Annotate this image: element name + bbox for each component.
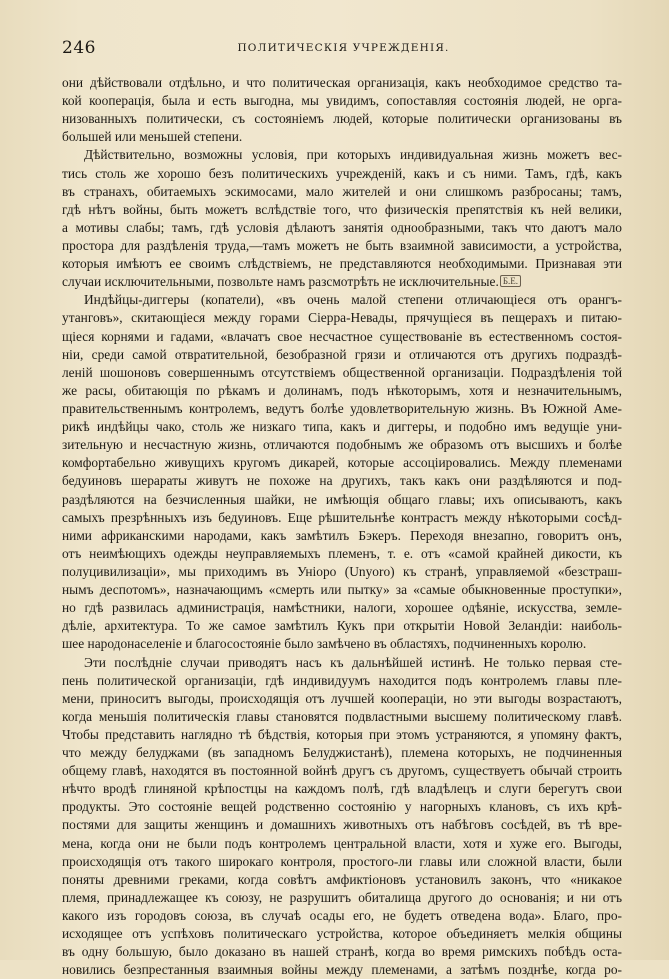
text-line-content: дѣліе, архитектура. То же самое замѣтилъ Кукъ при открытіи Новой Зеландіи: наиболь-	[62, 618, 622, 634]
text-line-content: въ одну большую, было доказано въ нашей странѣ, когда во время римскихъ побѣдъ оста-	[62, 944, 622, 960]
text-line	[62, 563, 622, 581]
text-line-content: правительственнымъ контролемъ, ведутъ болѣе удовлетворительную жизнь. Въ Южной Аме-	[62, 400, 622, 416]
text-line	[62, 418, 622, 436]
text-line	[62, 183, 622, 201]
text-line	[62, 907, 622, 925]
text-line-content: общему главѣ, находятся въ постоянной войнѣ другъ съ другомъ, существуетъ обычай строить	[62, 763, 622, 779]
text-line-content: бедуиновъ шерараты живутъ не похоже на другихъ, такъ какъ они раздѣляются и под-	[62, 473, 622, 489]
text-line-content: леній шошоновъ совершеннымъ отсутствіемъ общественной организаціи. Подраздѣленія той	[62, 364, 622, 380]
text-line	[62, 889, 622, 907]
text-line	[62, 581, 622, 599]
text-line-content: Эти послѣдніе случаи приводятъ насъ къ дальнѣйшей истинѣ. Не только первая сте-	[84, 654, 622, 670]
text-line	[62, 382, 622, 400]
text-line	[62, 454, 622, 472]
text-line	[62, 599, 622, 617]
text-line-content: Дѣйствительно, возможны условія, при которыхъ индивидуальная жизнь можетъ вес-	[84, 147, 622, 163]
page-number: 246	[62, 38, 96, 58]
text-line-content: но гдѣ развилась администрація, намѣстники, налоги, хорошее одѣяніе, искусства, земле-	[62, 600, 622, 616]
body-text	[62, 74, 622, 979]
text-line-content: когда меньшія политическія главы становятся подвластными высшему политическому главѣ.	[62, 708, 622, 724]
text-line	[62, 128, 622, 146]
text-line-content: продукты. Это состояніе вещей родственно состоянію у нагорныхъ клановъ, съ ихъ крѣ-	[62, 799, 622, 815]
text-line-content: исходящее отъ успѣховъ политическаго устройства, которое объединяетъ мелкія общины	[62, 926, 622, 942]
text-line	[62, 726, 622, 744]
text-line-content: они дѣйствовали отдѣльно, и что политическая организація, какъ необходимое средство та-	[62, 75, 622, 90]
text-line-content: Индѣйцы-диггеры (копатели), «въ очень малой степени отличающіеся отъ орангъ-	[84, 292, 622, 308]
text-line	[62, 527, 622, 545]
text-line-content: какого изъ городовъ союза, въ случаѣ осады его, не будетъ отведена вода». Благо, про-	[62, 908, 622, 924]
text-line	[62, 925, 622, 943]
text-line	[62, 835, 622, 853]
text-line	[62, 871, 622, 889]
text-line	[62, 273, 622, 291]
text-line-content: нѣчто вродѣ глиняной крѣпостцы на каждомъ полѣ, гдѣ владѣлецъ и слуги берегутъ свои	[62, 781, 622, 797]
text-line	[62, 961, 622, 979]
text-line	[62, 146, 622, 164]
text-line	[62, 309, 622, 327]
text-line-content: тись столь же хорошо безъ политическихъ учрежденій, какъ и съ ними. Тамъ, гдѣ, какъ	[62, 165, 622, 181]
text-line	[62, 853, 622, 871]
text-line-content: полуцивилизаціи», мы приходимъ въ Уніоро (Unyoro) къ странѣ, управляемой «безстраш-	[62, 563, 622, 579]
text-line-content: раздѣляются на безчисленныя шайки, не имѣющія общаго главы; ихъ описываютъ, какъ	[62, 491, 622, 507]
text-line-content: постями для защиты женщинъ и домашнихъ животныхъ отъ набѣговъ сосѣдей, въ тѣ вре-	[62, 817, 622, 833]
text-line-content: простора для раздѣленія труда,—тамъ можетъ не быть взаимной зависимости, а устройства,	[62, 237, 622, 253]
text-line	[62, 472, 622, 490]
text-line	[62, 110, 622, 128]
text-line-content: утанговъ», скитающіеся между горами Сіерра-Невады, прячущіеся въ пещерахъ и питаю-	[62, 310, 622, 326]
text-line	[62, 672, 622, 690]
text-line-content: племя, принадлежащее къ союзу, не разрушитъ обиталища другого до основанія; и ни отъ	[62, 889, 622, 905]
text-line-content: пень политической организаціи, гдѣ индивидуумъ находится подъ контролемъ главы пле-	[62, 672, 622, 688]
text-line	[62, 201, 622, 219]
text-line	[62, 708, 622, 726]
text-line-content: шее народонаселеніе и благосостояніе было замѣчено въ областяхъ, подчиненныхъ королю.	[62, 636, 587, 652]
text-line	[62, 237, 622, 255]
text-line-content: что между белуджами (въ западномъ Белуджистанѣ), племена которыхъ, не подчиненныя	[62, 745, 622, 761]
text-line	[62, 328, 622, 346]
text-line-content: поняты древними греками, когда совѣтъ амфиктіоновъ установилъ законъ, что «никакое	[62, 871, 622, 887]
text-line-content: а мотивы слабы; тамъ, гдѣ условія дѣлаютъ занятія однообразными, такъ что даютъ мало	[62, 219, 622, 235]
text-line	[62, 654, 622, 672]
text-line	[62, 255, 622, 273]
text-line-content: случаи исключительными, позвольте намъ разсмотрѣть не исключительные.	[62, 274, 499, 290]
page-header	[62, 38, 625, 58]
text-line	[62, 816, 622, 834]
text-line-content: щіеся корнями и гадами, «влачатъ свое несчастное существованіе въ естественномъ состоя-	[62, 328, 622, 344]
text-line-content: ніи, среди самой отвратительной, безобразной грязи и отличаются отъ другихъ подраздѣ-	[62, 346, 622, 362]
text-line-content: большей или меньшей степени.	[62, 129, 243, 145]
text-line	[62, 219, 622, 237]
text-line	[62, 617, 622, 635]
text-line-content: нымъ деспотомъ», назначающимъ «смерть или пытку» за «самые обыкновенные проступки»,	[62, 582, 622, 598]
text-line-content: въ странахъ, обитаемыхъ эскимосами, мало жителей и они слишкомъ разбросаны; тамъ,	[62, 183, 622, 199]
text-line-content: мена, когда они не были подъ контролемъ центральной власти, хотя и хуже его. Выгоды,	[62, 835, 622, 851]
text-line-content: кой кооперація, была и есть выгодна, мы увидимъ, сопоставляя состоянія людей, не орга-	[62, 93, 622, 109]
text-line	[62, 798, 622, 816]
text-line	[62, 744, 622, 762]
text-line	[62, 74, 622, 92]
text-line-content: новились безпрестанныя взаимныя войны между племенами, а затѣмъ позднѣе, когда ро-	[62, 962, 622, 978]
running-title: ПОЛИТИЧЕСКІЯ УЧРЕЖДЕНІЯ.	[237, 42, 450, 54]
text-line	[62, 165, 622, 183]
text-line-content: Чтобы представить наглядно тѣ бѣдствія, которыя при этомъ устраняются, я упомяну фактъ,	[62, 726, 622, 742]
text-line	[62, 635, 622, 653]
text-line	[62, 436, 622, 454]
text-line	[62, 762, 622, 780]
text-line-content: которыя имѣютъ ее своимъ слѣдствіемъ, не представляются необходимыми. Признавая эти	[62, 256, 622, 272]
text-line-content: зительную и несчастную жизнь, отличаются подобнымъ же образомъ отъ высшихъ и болѣе	[62, 437, 622, 453]
text-line-content: низованныхъ политически, съ состояніемъ людей, которые политически организованы въ	[62, 111, 622, 127]
text-line	[62, 943, 622, 961]
text-line-content: ними африканскими народами, какъ замѣтилъ Бэкеръ. Переходя внезапно, говоритъ онъ,	[62, 527, 622, 543]
text-line-content: рикѣ индѣйцы чако, столь же низкаго типа, какъ и диггеры, и подобно имъ ведущіе уни-	[62, 419, 622, 435]
text-line	[62, 491, 622, 509]
text-line	[62, 92, 622, 110]
library-stamp: Б.Е.	[500, 275, 521, 287]
text-line	[62, 291, 622, 309]
text-line	[62, 346, 622, 364]
text-line	[62, 690, 622, 708]
text-line	[62, 545, 622, 563]
text-line-content: же расы, обитающія по рѣкамъ и долинамъ, подъ нѣкоторымъ, хотя и незначительнымъ,	[62, 382, 622, 398]
text-line-content: отъ неимѣющихъ одежды неуправляемыхъ племенъ, т. е. отъ «самой крайней дикости, къ	[62, 545, 622, 561]
text-line-content: происходящія отъ такого широкаго контроля, простого-ли главы или сложной власти, были	[62, 853, 622, 869]
text-line	[62, 509, 622, 527]
text-line	[62, 364, 622, 382]
text-line	[62, 400, 622, 418]
text-line	[62, 780, 622, 798]
text-line-content: комфортабельно живущихъ кругомъ дикарей, которые ассоціировались. Между племенами	[62, 455, 622, 471]
text-line-content: самыхъ презрѣнныхъ изъ бедуиновъ. Еще рѣшительнѣе контрастъ между нѣкоторыми сосѣд-	[62, 509, 622, 525]
text-line-content: мени, приноситъ выгоды, происходящія отъ лучшей коопераціи, но эти выгоды возрастаютъ,	[62, 690, 622, 706]
text-line-content: гдѣ нѣтъ войны, быть можетъ вслѣдствіе того, что физическія препятствія къ ней велики,	[62, 201, 622, 217]
